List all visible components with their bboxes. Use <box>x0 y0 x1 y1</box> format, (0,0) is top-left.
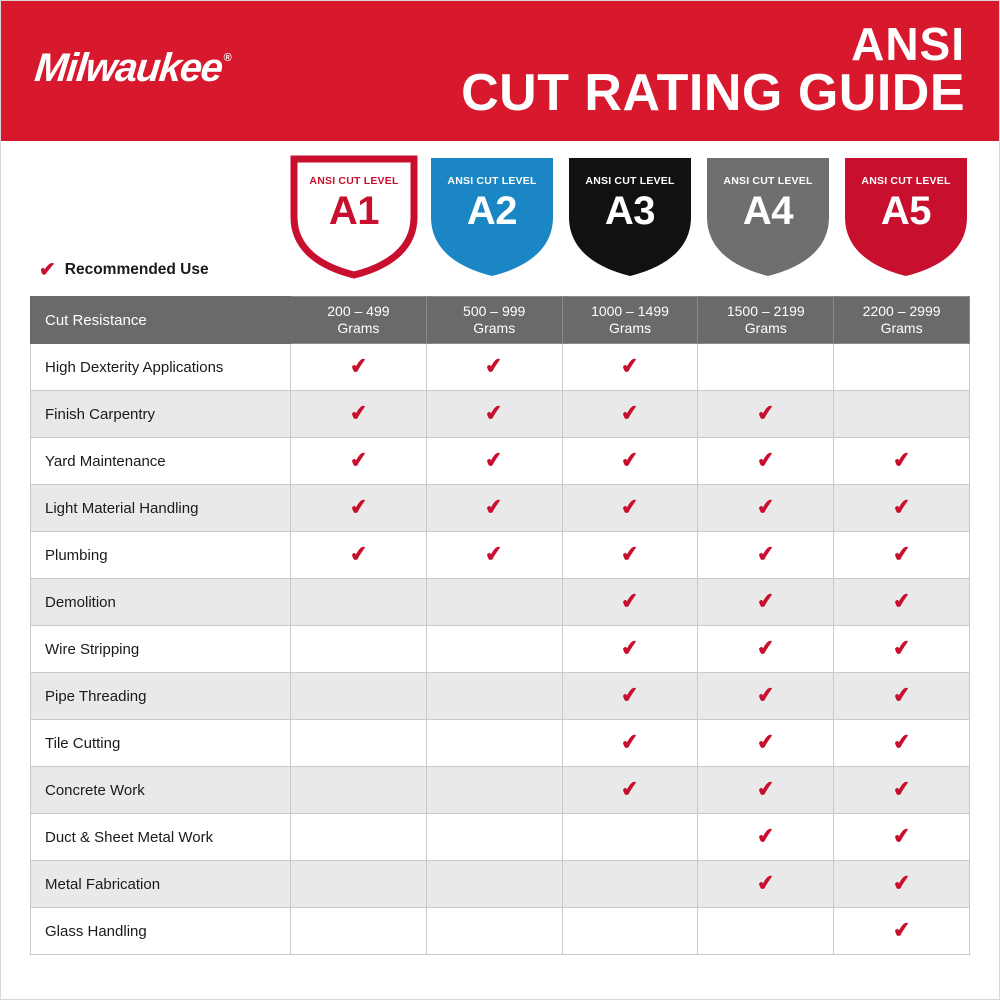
shield-a3-label: ANSI CUT LEVEL <box>585 175 675 187</box>
cell-empty <box>698 908 834 955</box>
cell-empty <box>426 673 562 720</box>
row-label: Duct & Sheet Metal Work <box>31 814 291 861</box>
header-col-a3-unit: Grams <box>608 320 651 336</box>
cell-empty <box>291 720 427 767</box>
row-label: Concrete Work <box>31 767 291 814</box>
check-icon: ✔ <box>755 448 776 473</box>
shield-a3-level: A3 <box>604 189 656 233</box>
cut-level-shield-row <box>1 141 999 296</box>
check-icon: ✔ <box>620 401 640 426</box>
page-title <box>461 18 965 123</box>
check-icon: ✔ <box>755 589 776 614</box>
check-icon: ✔ <box>620 636 640 661</box>
shield-a1 <box>290 155 418 279</box>
table-row <box>31 391 970 438</box>
check-icon: ✔ <box>620 589 640 614</box>
row-label: Metal Fabrication <box>31 861 291 908</box>
header-col-a4-range: 1500 – 2199 <box>726 303 805 320</box>
check-icon: ✔ <box>484 354 505 379</box>
check-icon: ✔ <box>484 495 505 520</box>
cell-checked <box>698 438 834 485</box>
cell-checked <box>426 344 562 391</box>
table-row <box>31 532 970 579</box>
check-icon: ✔ <box>620 730 640 755</box>
cell-empty <box>426 720 562 767</box>
shield-a1-level: A1 <box>328 189 380 233</box>
row-label: Tile Cutting <box>31 720 291 767</box>
check-icon: ✔ <box>891 918 912 943</box>
cell-checked <box>834 908 970 955</box>
cell-empty <box>291 814 427 861</box>
cell-checked <box>562 438 698 485</box>
header-col-a2-unit: Grams <box>473 320 516 336</box>
page-header <box>1 1 999 141</box>
cell-checked <box>291 391 427 438</box>
cell-empty <box>291 626 427 673</box>
row-label: Pipe Threading <box>31 673 291 720</box>
table-row <box>31 438 970 485</box>
cell-checked <box>834 861 970 908</box>
cell-empty <box>426 767 562 814</box>
check-icon: ✔ <box>891 683 912 708</box>
page-title-line1: ANSI <box>851 18 965 71</box>
row-label: Light Material Handling <box>31 485 291 532</box>
cell-empty <box>834 344 970 391</box>
table-row <box>31 344 970 391</box>
row-label: Wire Stripping <box>31 626 291 673</box>
cell-checked <box>562 720 698 767</box>
table-row <box>31 908 970 955</box>
check-icon: ✔ <box>891 777 912 802</box>
cell-checked <box>834 626 970 673</box>
row-label: Glass Handling <box>31 908 291 955</box>
row-label: Finish Carpentry <box>31 391 291 438</box>
check-icon: ✔ <box>755 495 776 520</box>
shield-a5-level: A5 <box>880 189 932 233</box>
cell-empty <box>562 814 698 861</box>
check-icon: ✔ <box>755 777 776 802</box>
cell-checked <box>562 344 698 391</box>
check-icon: ✔ <box>755 871 776 896</box>
cell-empty <box>291 861 427 908</box>
cell-checked <box>698 532 834 579</box>
table-row <box>31 814 970 861</box>
check-icon: ✔ <box>891 636 912 661</box>
check-icon: ✔ <box>620 777 640 802</box>
cell-empty <box>291 908 427 955</box>
cell-checked <box>834 438 970 485</box>
row-label: Plumbing <box>31 532 291 579</box>
cell-empty <box>426 626 562 673</box>
cell-checked <box>562 767 698 814</box>
cell-empty <box>291 767 427 814</box>
header-col-a2 <box>426 297 562 344</box>
cell-empty <box>426 908 562 955</box>
cell-empty <box>562 908 698 955</box>
table-row <box>31 485 970 532</box>
row-label: High Dexterity Applications <box>31 344 291 391</box>
table-row <box>31 579 970 626</box>
cut-rating-table <box>30 296 970 955</box>
check-icon: ✔ <box>891 730 912 755</box>
cell-checked <box>426 391 562 438</box>
check-icon: ✔ <box>484 401 505 426</box>
check-icon: ✔ <box>755 401 776 426</box>
header-col-a4-unit: Grams <box>744 320 787 336</box>
header-cut-resistance: Cut Resistance <box>31 297 291 344</box>
header-col-a3-range: 1000 – 1499 <box>591 303 669 320</box>
check-icon: ✔ <box>348 448 369 473</box>
cell-checked <box>562 579 698 626</box>
header-col-a5 <box>834 297 970 344</box>
check-icon: ✔ <box>620 542 640 567</box>
page-title-line2: CUT RATING GUIDE <box>461 64 965 123</box>
check-icon: ✔ <box>484 542 505 567</box>
check-icon: ✔ <box>755 683 776 708</box>
check-icon: ✔ <box>891 871 912 896</box>
check-icon: ✔ <box>891 542 912 567</box>
check-icon: ✔ <box>620 495 640 520</box>
cell-checked <box>698 673 834 720</box>
cell-checked <box>562 391 698 438</box>
cell-empty <box>562 861 698 908</box>
shield-a2-level: A2 <box>466 189 518 233</box>
cell-empty <box>291 579 427 626</box>
registered-trademark-mark: ® <box>223 52 232 64</box>
milwaukee-logo <box>32 46 232 90</box>
cell-checked <box>291 344 427 391</box>
check-icon: ✔ <box>891 448 912 473</box>
check-icon: ✔ <box>755 730 776 755</box>
cell-checked <box>834 485 970 532</box>
cell-checked <box>698 720 834 767</box>
cell-checked <box>291 532 427 579</box>
header-col-a1-range: 200 – 499 <box>327 303 390 320</box>
cell-empty <box>698 344 834 391</box>
cell-empty <box>426 861 562 908</box>
check-icon: ✔ <box>755 542 776 567</box>
recommended-use-label: Recommended Use <box>64 261 209 278</box>
table-body <box>31 344 970 955</box>
cell-checked <box>834 767 970 814</box>
cell-checked <box>562 532 698 579</box>
table-row <box>31 626 970 673</box>
check-icon: ✔ <box>755 636 776 661</box>
cell-empty <box>426 814 562 861</box>
shield-a3 <box>566 155 694 279</box>
shield-a4-level: A4 <box>742 189 794 233</box>
check-icon: ✔ <box>891 495 912 520</box>
cell-checked <box>698 814 834 861</box>
header-col-a3 <box>562 297 698 344</box>
check-icon: ✔ <box>39 259 56 281</box>
check-icon: ✔ <box>484 448 505 473</box>
brand-wordmark: Milwaukee <box>32 46 224 90</box>
header-col-a1-unit: Grams <box>337 320 380 336</box>
header-col-a2-range: 500 – 999 <box>463 303 526 320</box>
shield-a5 <box>842 155 970 279</box>
check-icon: ✔ <box>348 542 369 567</box>
header-col-a5-range: 2200 – 2999 <box>862 303 941 320</box>
recommended-use-legend <box>39 260 209 280</box>
table-row <box>31 673 970 720</box>
cell-checked <box>834 673 970 720</box>
check-icon: ✔ <box>755 824 776 849</box>
cell-checked <box>562 485 698 532</box>
table-row <box>31 767 970 814</box>
cell-checked <box>562 626 698 673</box>
check-icon: ✔ <box>620 354 640 379</box>
cell-checked <box>698 579 834 626</box>
shield-a2-label: ANSI CUT LEVEL <box>447 175 537 187</box>
cell-checked <box>426 485 562 532</box>
cell-empty <box>426 579 562 626</box>
row-label: Demolition <box>31 579 291 626</box>
check-icon: ✔ <box>891 824 912 849</box>
cell-checked <box>426 438 562 485</box>
cell-empty <box>291 673 427 720</box>
cell-checked <box>698 391 834 438</box>
table-head <box>31 297 970 344</box>
table-row <box>31 720 970 767</box>
header-col-a5-unit: Grams <box>880 320 923 336</box>
cell-checked <box>698 485 834 532</box>
header-col-a1 <box>291 297 427 344</box>
cell-empty <box>834 391 970 438</box>
table-header-row <box>31 297 970 344</box>
shield-a5-label: ANSI CUT LEVEL <box>861 175 951 187</box>
cell-checked <box>834 720 970 767</box>
shield-a1-label: ANSI CUT LEVEL <box>309 175 399 187</box>
cell-checked <box>291 485 427 532</box>
check-icon: ✔ <box>891 589 912 614</box>
shield-a2 <box>428 155 556 279</box>
cell-checked <box>698 626 834 673</box>
cell-checked <box>562 673 698 720</box>
cell-checked <box>291 438 427 485</box>
cell-checked <box>834 579 970 626</box>
header-col-a4 <box>698 297 834 344</box>
check-icon: ✔ <box>620 683 640 708</box>
check-icon: ✔ <box>620 448 640 473</box>
row-label: Yard Maintenance <box>31 438 291 485</box>
shield-a4 <box>704 155 832 279</box>
check-icon: ✔ <box>348 354 369 379</box>
table-row <box>31 861 970 908</box>
shield-a4-label: ANSI CUT LEVEL <box>723 175 813 187</box>
cell-checked <box>698 767 834 814</box>
cell-checked <box>426 532 562 579</box>
cell-checked <box>698 861 834 908</box>
cell-checked <box>834 814 970 861</box>
check-icon: ✔ <box>348 495 369 520</box>
check-icon: ✔ <box>348 401 369 426</box>
cell-checked <box>834 532 970 579</box>
